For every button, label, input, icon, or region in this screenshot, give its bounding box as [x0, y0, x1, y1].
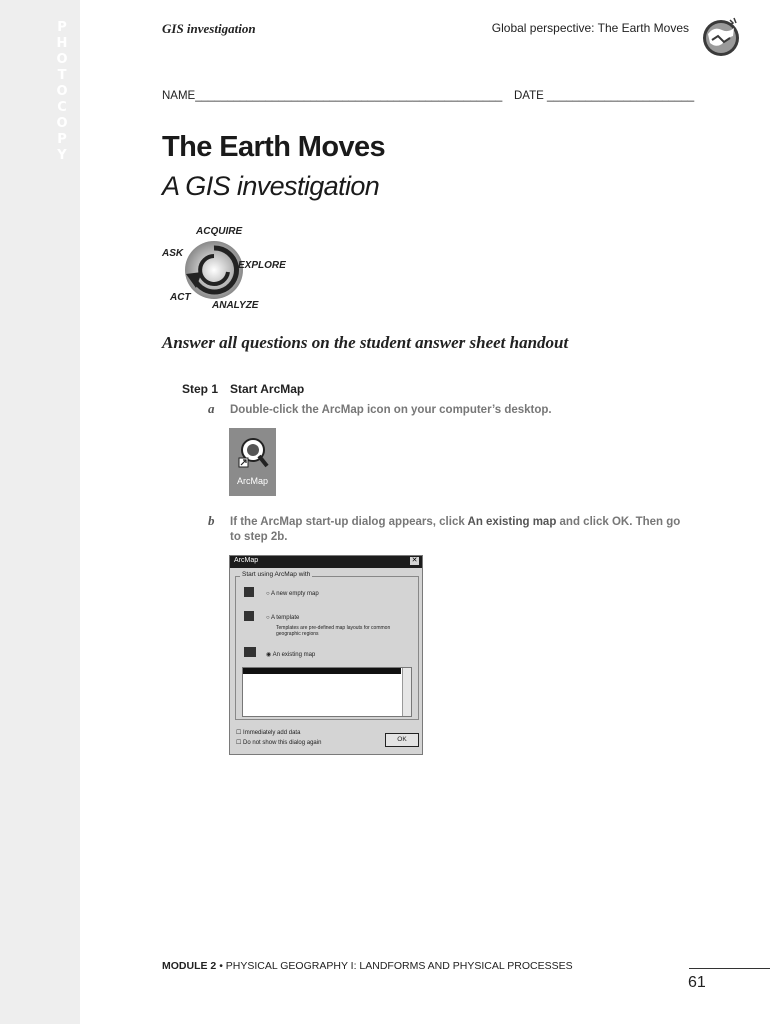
page-number-rule: [689, 968, 770, 969]
photocopy-letter: P: [57, 20, 67, 35]
arcmap-icon-label: ArcMap: [236, 476, 268, 486]
header-page-topic: Global perspective: The Earth Moves: [491, 21, 689, 35]
substep-b-emphasis: An existing map: [467, 516, 557, 528]
module-title: PHYSICAL GEOGRAPHY I: LANDFORMS AND PHYSICAL PROCESSES: [225, 960, 573, 972]
photocopy-letter: T: [57, 68, 67, 83]
substep-letter-b: b: [208, 513, 215, 528]
substep-b-text-after: and click OK. Then go to step 2b.: [230, 516, 681, 543]
immediately-add-data-option: ☐ Immediately add data: [236, 730, 301, 736]
new-map-icon: [244, 587, 254, 597]
do-not-show-label: Do not show this dialog again: [243, 740, 322, 746]
cycle-label-explore: EXPLORE: [238, 260, 286, 271]
inquiry-cycle-diagram: [156, 222, 296, 318]
substep-b-text: [230, 515, 690, 545]
footer-bullet: •: [219, 960, 223, 972]
photocopy-letter: O: [56, 52, 68, 67]
header-section-title: GIS investigation: [162, 21, 256, 36]
step-number: Step 1: [182, 382, 219, 396]
step-title: Start ArcMap: [230, 382, 305, 396]
photocopy-label: [52, 20, 72, 164]
template-option: ○ A template: [266, 615, 300, 621]
do-not-show-option: ☐ Do not show this dialog again: [236, 740, 322, 746]
cycle-label-act: ACT: [170, 292, 191, 303]
module-label: MODULE 2: [162, 960, 217, 972]
photocopy-letter: Y: [57, 148, 67, 163]
name-field: [162, 90, 502, 102]
dialog-titlebar: [230, 556, 422, 568]
new-map-option: ○ A new empty map: [266, 591, 319, 597]
photocopy-letter: P: [57, 132, 67, 147]
instruction-heading: Answer all questions on the student answer sheet handout: [162, 333, 569, 352]
existing-map-icon: [244, 647, 256, 657]
start-options-group: [235, 571, 419, 720]
template-label: A template: [270, 615, 300, 621]
date-blank: _______________________: [547, 90, 695, 102]
arcmap-desktop-icon: [229, 428, 276, 496]
start-options-label: Start using ArcMap with: [242, 571, 311, 578]
ok-button: OK: [385, 733, 419, 747]
photocopy-letter: O: [56, 116, 68, 131]
photocopy-letter: O: [56, 84, 68, 99]
close-icon: ✕: [411, 557, 418, 564]
cycle-label-acquire: ACQUIRE: [196, 226, 243, 237]
photocopy-letter: H: [56, 36, 68, 51]
new-map-label: A new empty map: [270, 591, 319, 597]
date-field: [514, 90, 694, 102]
map-list-scrollbar: [402, 668, 411, 716]
photocopy-strip: [0, 0, 80, 1024]
template-description: Templates are pre-defined map layouts for common geographic regions: [276, 625, 391, 637]
arcmap-startup-dialog: [229, 555, 423, 755]
name-label: NAME: [162, 90, 196, 102]
substep-a-text: Double-click the ArcMap icon on your computer’s desktop.: [230, 404, 552, 416]
cycle-label-ask: ASK: [162, 248, 184, 259]
existing-map-label: An existing map: [272, 652, 316, 658]
page-number: 61: [688, 974, 706, 991]
existing-map-option: ◉ An existing map: [266, 652, 316, 658]
dialog-title: ArcMap: [234, 557, 259, 564]
module-footer: [162, 960, 573, 972]
cycle-label-analyze: ANALYZE: [212, 300, 259, 311]
substep-letter-a: a: [208, 401, 215, 416]
immediately-add-data-label: Immediately add data: [243, 730, 301, 736]
arcmap-globe-icon: [229, 428, 276, 478]
map-list-box: [242, 667, 412, 717]
page-subtitle: A GIS investigation: [162, 171, 380, 201]
page-title: The Earth Moves: [162, 131, 386, 163]
photocopy-letter: C: [57, 100, 67, 115]
date-label: DATE: [514, 90, 544, 102]
name-blank: ________________________________________________: [195, 90, 503, 102]
template-icon: [244, 611, 254, 621]
globe-icon: [700, 16, 742, 58]
map-list-selected-row: [243, 668, 401, 674]
substep-b-text-before: If the ArcMap start-up dialog appears, click: [230, 516, 468, 528]
